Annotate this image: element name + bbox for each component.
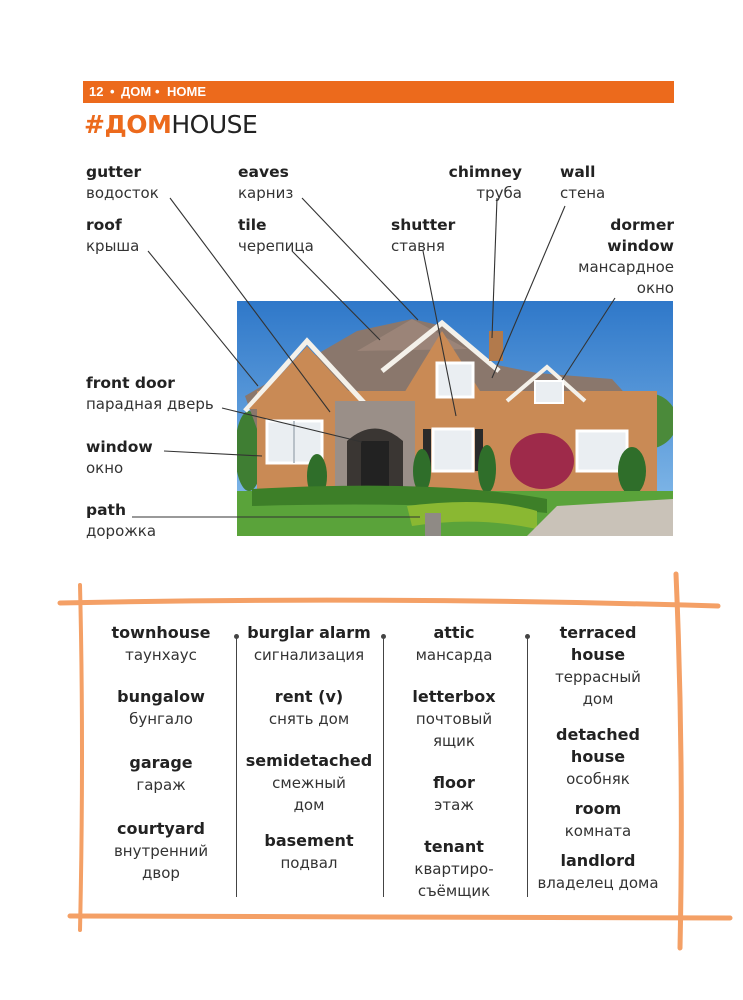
vocab-ru: снять дом	[268, 710, 350, 728]
vocab-en: attic	[433, 623, 475, 642]
vocab-ru: гараж	[136, 776, 186, 794]
vocab-ru: внутренний	[113, 842, 209, 860]
vocab-ru: комната	[564, 822, 632, 840]
label-roof	[86, 215, 139, 257]
upper-window	[437, 363, 473, 397]
label-eaves	[238, 162, 293, 204]
vocab-column-4	[532, 622, 664, 908]
vocab-en: terraced	[559, 623, 637, 642]
label-front-door	[86, 373, 214, 415]
label-en: window	[607, 237, 674, 255]
house-photo	[237, 301, 673, 536]
label-en: gutter	[86, 163, 142, 181]
vocab-ru: почтовый	[415, 710, 493, 728]
column-divider	[527, 637, 528, 897]
label-chimney	[425, 162, 522, 204]
label-en: tile	[238, 216, 267, 234]
vocab-en: house	[570, 645, 626, 664]
header-bullet-2: •	[155, 84, 160, 99]
vocab-ru: этаж	[434, 796, 474, 814]
vocab-ru: особняк	[566, 770, 630, 788]
vocab-en: basement	[264, 831, 354, 850]
label-ru: парадная дверь	[86, 395, 214, 413]
vocab-item-burglar-alarm	[241, 622, 377, 666]
window	[433, 429, 473, 471]
vocab-item-semidetached	[241, 750, 377, 816]
label-en: front door	[86, 374, 175, 392]
label-ru: карниз	[238, 184, 294, 202]
vocab-ru: владелец дома	[537, 874, 659, 892]
title-ru: ДОМ	[104, 110, 172, 139]
label-ru: дорожка	[86, 522, 157, 540]
dormer-window	[535, 381, 563, 403]
vocab-ru: квартиро-	[414, 860, 494, 878]
label-ru: окно	[636, 279, 674, 297]
column-divider	[236, 637, 237, 897]
label-en: roof	[86, 216, 122, 234]
header-section-ru: ДОМ	[121, 84, 152, 99]
vocab-ru: ящик	[433, 732, 475, 750]
red-tree	[510, 433, 574, 489]
vocab-en: garage	[129, 753, 193, 772]
vocab-ru: мансарда	[415, 646, 493, 664]
label-wall	[560, 162, 605, 204]
vocab-en: townhouse	[111, 623, 211, 642]
header-bullet-1: •	[110, 84, 115, 99]
label-en: path	[86, 501, 126, 519]
label-tile	[238, 215, 314, 257]
page-number: 12	[89, 84, 104, 99]
vocab-ru: подвал	[280, 854, 338, 872]
vocab-en: landlord	[560, 851, 636, 870]
label-ru: мансардное	[578, 258, 674, 276]
page-header-bar	[83, 81, 674, 103]
header-section-en: HOME	[167, 84, 206, 99]
vocab-column-1	[95, 622, 227, 898]
vocab-item-letterbox	[388, 686, 520, 752]
vocab-item-terraced-house	[532, 622, 664, 710]
label-ru: черепица	[238, 237, 314, 255]
vocab-ru: бунгало	[129, 710, 193, 728]
vocab-en: room	[574, 799, 622, 818]
vocab-ru: съёмщик	[417, 882, 491, 900]
vocab-item-basement	[241, 830, 377, 874]
vocab-en: house	[570, 747, 626, 766]
label-en: wall	[560, 163, 596, 181]
vocab-column-2	[241, 622, 377, 888]
label-en: chimney	[448, 163, 522, 181]
vocab-item-floor	[388, 772, 520, 816]
vocab-ru: дом	[582, 690, 614, 708]
vocab-en: semidetached	[245, 751, 373, 770]
label-en: window	[86, 438, 153, 456]
label-ru: ставня	[391, 237, 445, 255]
path-post	[425, 513, 441, 536]
vocab-item-rent	[241, 686, 377, 730]
label-ru: стена	[560, 184, 606, 202]
vocab-ru: таунхаус	[125, 646, 197, 664]
label-ru: водосток	[86, 184, 159, 202]
label-shutter	[391, 215, 455, 257]
label-window	[86, 437, 153, 479]
vocab-item-tenant	[388, 836, 520, 902]
label-ru: труба	[476, 184, 522, 202]
label-gutter	[86, 162, 159, 204]
title-hash: #	[84, 110, 105, 139]
vocab-en: detached	[556, 725, 640, 744]
vocab-en: rent (v)	[274, 687, 344, 706]
label-en: shutter	[391, 216, 456, 234]
vocab-ru: дом	[293, 796, 325, 814]
label-ru: окно	[86, 459, 124, 477]
vocab-en: letterbox	[412, 687, 496, 706]
vocab-item-bungalow	[95, 686, 227, 730]
vocab-item-detached-house	[532, 724, 664, 790]
vocab-en: floor	[433, 773, 475, 792]
label-dormer-window	[560, 215, 674, 299]
vocab-item-courtyard	[95, 818, 227, 884]
vocab-item-room	[532, 798, 664, 842]
label-ru: крыша	[86, 237, 140, 255]
page-title	[84, 110, 257, 139]
vocab-en: bungalow	[117, 687, 205, 706]
vocab-item-garage	[95, 752, 227, 796]
vocab-en: tenant	[424, 837, 484, 856]
title-en: HOUSE	[171, 110, 258, 139]
vocab-en: courtyard	[117, 819, 205, 838]
label-path	[86, 500, 156, 542]
vocab-en: burglar alarm	[247, 623, 371, 642]
vocab-ru: сигнализация	[253, 646, 365, 664]
label-en: dormer	[610, 216, 674, 234]
vocab-item-townhouse	[95, 622, 227, 666]
column-divider	[383, 637, 384, 897]
vocab-item-attic	[388, 622, 520, 666]
chimney	[489, 331, 503, 361]
vocab-item-landlord	[532, 850, 664, 894]
vocab-column-3	[388, 622, 520, 916]
vocab-ru: смежный	[272, 774, 346, 792]
label-en: eaves	[238, 163, 289, 181]
vocab-ru: двор	[142, 864, 180, 882]
vocab-ru: террасный	[555, 668, 641, 686]
